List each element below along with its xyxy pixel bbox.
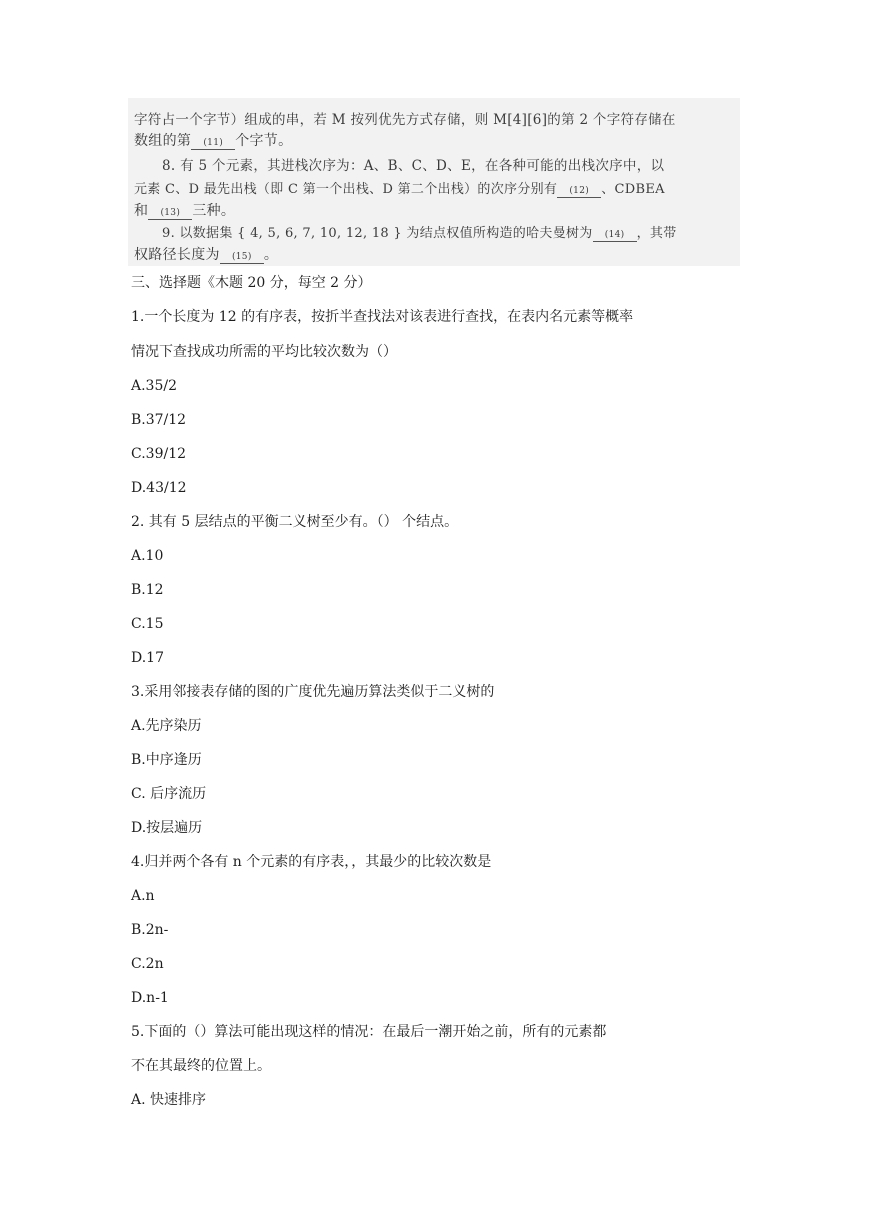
- option-a: A.n: [131, 888, 155, 904]
- scan-text: 权路径长度为: [134, 247, 220, 263]
- scan-text: 三种。: [192, 203, 236, 219]
- option-a: A.10: [131, 548, 164, 564]
- scan-text: 和: [134, 203, 149, 219]
- option-b: B.2n-: [131, 922, 169, 938]
- answer-blank: (11): [191, 137, 235, 150]
- answer-blank: (15): [220, 251, 264, 264]
- scan-line-6: [162, 222, 677, 242]
- option-a: A.35/2: [131, 378, 177, 394]
- option-d: D.按层遍历: [131, 820, 203, 836]
- scan-text: 9. 以数据集 { 4, 5, 6, 7, 10, 12, 18 } 为结点权值所构造的哈夫曼树为: [162, 226, 593, 241]
- option-c: C.39/12: [131, 446, 187, 462]
- question-1-text: 1.一个长度为 12 的有序表，按折半查找法对该表进行查找，在表内名元素等概率: [131, 309, 634, 325]
- scan-text: 8. 有 5 个元素，其进栈次序为：A、B、C、D、E，在各种可能的出栈次序中，以: [162, 158, 665, 174]
- option-b: B.37/12: [131, 412, 187, 428]
- question-5-text-cont: 不在其最终的位置上。: [131, 1058, 271, 1074]
- section-heading: 三、选择题《木题 20 分，每空 2 分）: [131, 275, 372, 291]
- question-2-text: 2. 其有 5 层结点的平衡二义树至少有。（） 个结点。: [131, 514, 459, 530]
- option-b: B.中序逢历: [131, 752, 202, 768]
- answer-blank: (13): [148, 207, 192, 220]
- option-d: D.43/12: [131, 480, 187, 496]
- scan-text: 、CDBEA: [601, 182, 665, 197]
- scan-text: 字符占一个字节）组成的串，若 M 按列优先方式存储，则 M[4][6]的第 2 个字符存储在: [134, 112, 676, 128]
- answer-blank: (12): [557, 185, 601, 198]
- scan-line-3: [162, 154, 664, 174]
- scan-text: 数组的第: [134, 133, 192, 149]
- scan-line-7: [134, 244, 278, 264]
- scan-line-1: [134, 108, 676, 128]
- scan-text: 个字节。: [235, 133, 293, 149]
- option-a: A. 快速排序: [131, 1092, 207, 1108]
- scan-text: 。: [263, 247, 279, 263]
- option-a: A.先序染历: [131, 718, 202, 734]
- option-c: C.2n: [131, 956, 164, 972]
- scan-text: ，其带: [636, 226, 677, 241]
- option-b: B.12: [131, 582, 164, 598]
- scanned-excerpt-image: [128, 98, 740, 266]
- question-4-text: 4.归并两个各有 n 个元素的有序表，，其最少的比较次数是: [131, 854, 492, 870]
- question-5-text: 5.下面的（）算法可能出现这样的情况：在最后一潮开始之前，所有的元素都: [131, 1024, 607, 1040]
- answer-blank: (14): [593, 229, 637, 242]
- question-1-text-cont: 情况下查找成功所需的平均比较次数为（）: [131, 344, 397, 360]
- option-d: D.17: [131, 650, 164, 666]
- question-3-text: 3.采用邻接表存储的图的广度优先遍历算法类似于二义树的: [131, 684, 495, 700]
- scan-line-5: [134, 200, 235, 220]
- scan-line-4: [134, 178, 665, 198]
- option-c: C. 后序流历: [131, 786, 207, 802]
- option-d: D.n-1: [131, 990, 169, 1006]
- scan-text: 元素 C、D 最先出栈（即 C 第一个出栈、D 第二个出栈）的次序分别有: [134, 182, 558, 197]
- scan-line-2: [134, 130, 292, 150]
- option-c: C.15: [131, 616, 164, 632]
